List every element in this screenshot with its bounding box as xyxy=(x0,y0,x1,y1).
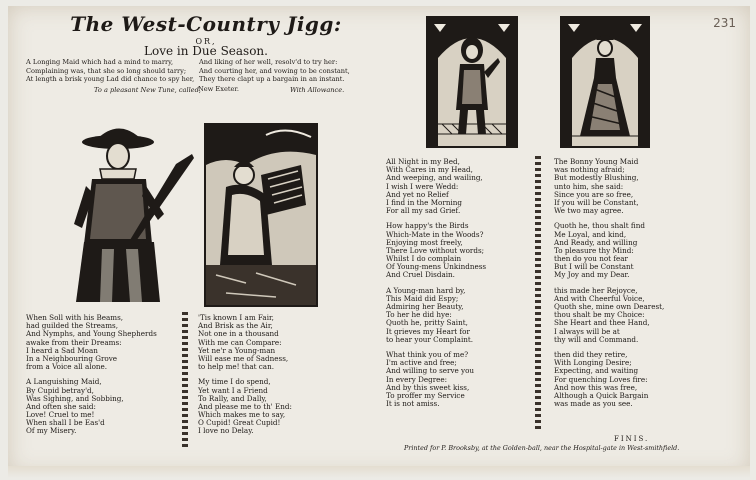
paper-edge xyxy=(8,466,750,478)
verse-line: By Cupid betray'd, xyxy=(26,385,94,395)
intro-line: At length a brisk young Lad did chance to spy her, xyxy=(26,75,195,84)
verse-line: In a Neighbouring Grove xyxy=(26,353,118,363)
woodcut-gentleman-art xyxy=(428,18,516,146)
verse-line: And weeping, and wailing, xyxy=(386,173,483,183)
verse-line: Since you are so free, xyxy=(554,189,634,199)
intro-line: A Longing Maid which had a mind to marry, xyxy=(26,58,174,66)
verse-column-bottom-left xyxy=(26,314,157,436)
intro-line: Complaining was, that she so long should tarry; xyxy=(26,66,187,75)
verse-line: awake from their Dreams: xyxy=(26,337,122,347)
verse-line: had guilded the Streams, xyxy=(26,321,118,331)
verse-line: Quoth he, thou shalt find xyxy=(554,221,645,231)
woodcut-lady xyxy=(560,16,650,148)
verse-line: And by this sweet kiss, xyxy=(386,382,470,392)
verse-line: unto him, she said: xyxy=(554,181,624,191)
verse-line: And with Cheerful Voice, xyxy=(554,293,645,303)
woodcut-gentleman xyxy=(426,16,518,148)
intro-line: And courting her, and vowing to be constant, xyxy=(199,66,350,75)
verse-line: And Brisk as the Air, xyxy=(198,321,273,331)
verse-line: this made her Rejoyce, xyxy=(554,285,638,295)
verse-line: Me Loyal, and kind, xyxy=(554,229,627,239)
verse-line: then did they retire, xyxy=(554,349,628,359)
verse-line: Although a Quick Bargain xyxy=(554,390,649,400)
woodcut-lady-art xyxy=(562,18,648,146)
verse-line: But I will be Constant xyxy=(554,262,634,272)
verse-line: It is not amiss. xyxy=(386,399,440,409)
intro-right xyxy=(199,58,350,84)
verse-line: Whilst I do complain xyxy=(386,254,462,264)
verse-line: My time I do spend, xyxy=(198,377,271,387)
verse-line: Which makes me to say, xyxy=(198,410,286,420)
ballad-title: The West-Country Jigg: xyxy=(70,12,342,36)
verse-line: Was Sighing, and Sobbing, xyxy=(26,393,124,403)
verse-line: To her he did hye: xyxy=(386,310,452,320)
woodcut-harvest-woman-art xyxy=(206,125,316,305)
woodcut-musketeer xyxy=(56,124,206,304)
verse-column-right-a xyxy=(386,158,486,408)
verse-line: I wish I were Wedd: xyxy=(386,181,459,191)
verse-line: And Ready, and willing xyxy=(554,237,638,247)
verse-line: For quenching Loves fire: xyxy=(554,374,648,384)
verse-line: Of my Misery. xyxy=(26,426,77,436)
verse-line: With Longing Desire; xyxy=(554,358,632,368)
printer-imprint: Printed for P. Brooksby, at the Golden-ball, near the Hospital-gate in West-smithfield. xyxy=(404,444,680,452)
verse-line: For all my sad Grief. xyxy=(386,206,461,216)
verse-line: Enjoying most freely, xyxy=(386,237,463,247)
verse-column-bottom-mid xyxy=(198,314,292,436)
verse-line: And now this was free, xyxy=(554,382,638,392)
verse-line: To Rally, and Dally, xyxy=(198,393,267,403)
verse-line: If you will be Constant, xyxy=(554,197,639,207)
verse-line: She Heart and thee Hand, xyxy=(554,318,650,328)
finis: FINIS. xyxy=(614,435,650,443)
allowance-note: With Allowance. xyxy=(290,86,345,94)
verse-line: Love! Cruel to me! xyxy=(26,410,95,420)
verse-line: How happy's the Birds xyxy=(386,221,469,231)
verse-line: was made as you see. xyxy=(554,399,633,409)
verse-line: To proffer my Service xyxy=(386,390,465,400)
verse-line: Quoth she, mine own Dearest, xyxy=(554,302,665,311)
verse-line: Expecting, and waiting xyxy=(554,366,639,376)
verse-line: And Cruel Disdain. xyxy=(386,270,455,280)
verse-line: O Cupid! Great Cupid! xyxy=(198,418,281,428)
verse-line: All Night in my Bed, xyxy=(386,157,460,166)
verse-line: With me can Compare: xyxy=(198,337,282,347)
verse-line: In every Degree: xyxy=(386,374,448,384)
verse-line: from a Voice all alone. xyxy=(26,362,108,372)
column-divider xyxy=(182,312,188,448)
column-divider xyxy=(535,156,541,432)
intro-line: And liking of her well, resolv'd to try her: xyxy=(199,58,338,66)
verse-line: I always will be at xyxy=(554,326,620,336)
verse-line: was nothing afraid; xyxy=(554,165,625,175)
verse-line: I love no Delay. xyxy=(198,426,254,436)
verse-line: I'm active and free; xyxy=(386,358,457,368)
verse-line: What think you of me? xyxy=(386,349,469,359)
verse-line: thou shalt be my Choice: xyxy=(554,310,645,320)
verse-line: Yet want I a Friend xyxy=(198,385,268,395)
verse-line: 'Tis known I am Fair, xyxy=(198,313,274,322)
verse-line: And Nymphs, and Young Shepherds xyxy=(26,329,157,339)
verse-line: I heard a Sad Moan xyxy=(26,345,98,355)
verse-line: When Soll with his Beams, xyxy=(26,313,124,322)
verse-line: Admiring her Beauty, xyxy=(386,302,464,311)
verse-line: This Maid did Espy; xyxy=(386,293,459,303)
verse-column-right-b xyxy=(554,158,664,408)
tune-note: To a pleasant New Tune, called, xyxy=(94,86,201,94)
verse-line: But modestly Blushing, xyxy=(554,173,639,183)
verse-line: And often she said: xyxy=(26,401,96,411)
page-number: 231 xyxy=(713,16,736,30)
verse-line: thy will and Command. xyxy=(554,334,639,344)
verse-line: to hear your Complaint. xyxy=(386,334,474,344)
verse-line: With Cares in my Head, xyxy=(386,165,473,175)
verse-line: And yet no Relief xyxy=(386,189,449,199)
verse-line: It grieves my Heart for xyxy=(386,326,470,336)
verse-line: We two may agree. xyxy=(554,206,624,216)
verse-line: There Love without words; xyxy=(386,245,485,255)
verse-line: Will ease me of Sadness, xyxy=(198,353,289,363)
verse-line: And please me to th' End: xyxy=(198,401,292,411)
intro-left xyxy=(26,58,194,84)
verse-line: Quoth he, pritty Saint, xyxy=(386,318,468,328)
verse-line: When shall I be Eas'd xyxy=(26,418,105,428)
woodcut-harvest-woman xyxy=(204,123,318,307)
intro-line: They there clapt up a bargain in an instant. xyxy=(199,75,345,84)
verse-line: And willing to serve you xyxy=(386,366,475,376)
title-or: OR, xyxy=(195,37,217,46)
verse-line: My Joy and my Dear. xyxy=(554,270,630,280)
verse-line: to help me! that can. xyxy=(198,362,275,372)
verse-line: A Languishing Maid, xyxy=(26,377,102,387)
verse-line: then do you not fear xyxy=(554,254,628,264)
verse-line: A Young-man hard by, xyxy=(386,285,466,295)
broadside-sheet xyxy=(8,6,750,474)
verse-line: Of Young-mens Unkindness xyxy=(386,262,487,272)
verse-line: I find in the Morning xyxy=(386,197,462,207)
verse-line: Not one in a thousand xyxy=(198,329,279,339)
tune-name: New Exeter. xyxy=(198,85,239,93)
verse-line: Yet ne'r a Young-man xyxy=(198,345,276,355)
ballad-subtitle: Love in Due Season. xyxy=(144,44,268,58)
verse-line: To pleasure thy Mind: xyxy=(554,245,634,255)
verse-line: Which-Mate in the Woods? xyxy=(386,229,484,239)
verse-line: The Bonny Young Maid xyxy=(554,157,639,166)
